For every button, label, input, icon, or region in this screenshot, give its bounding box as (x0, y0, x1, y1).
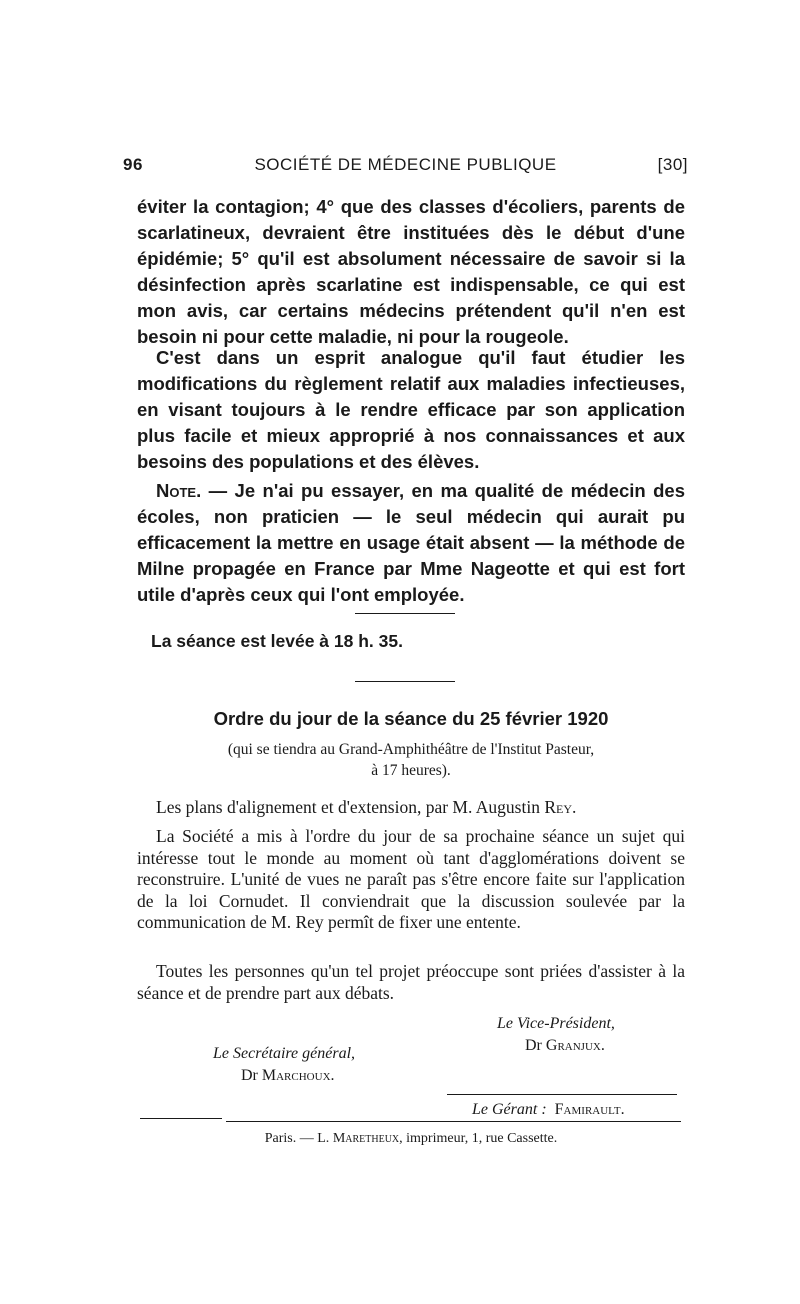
note-text: — Je n'ai pu essayer, en ma qualité de médecin des écoles, non praticien — le seul médecin qui aurait pu efficacement la mettre en usage était absent — la méthode de Milne propagée en France par Mme Nageotte et qui est fort utile d'après ceux qui l'ont employée. (137, 480, 685, 605)
agenda-title: Ordre du jour de la séance du 25 février 1920 (213, 708, 609, 729)
paragraph-note (137, 478, 685, 608)
agenda-subtitle (137, 739, 685, 781)
manager-name: Famirault. (554, 1101, 625, 1118)
vice-president-name: Granjux. (545, 1037, 605, 1054)
session-closing: La séance est levée à 18 h. 35. (151, 631, 403, 651)
agenda-subtitle-line1: (qui se tiendra au Grand-Amphithéâtre de l'Institut Pasteur, (227, 741, 595, 758)
secretary-title: Le Secrétaire général, (213, 1045, 356, 1062)
section-mark: [30] (657, 155, 688, 174)
manager-rule (447, 1094, 677, 1095)
separator-rule-2 (355, 681, 455, 682)
secretary-name: Marchoux. (261, 1067, 335, 1084)
paragraph-reglement: C'est dans un esprit analogue qu'il faut étudier les modifications du règlement relatif aux maladies infectieuses, en visant toujours à le rendre efficace par son application plus facile et mieux approprié à nos connaissances et aux besoins des populations et des élèves. (137, 347, 685, 472)
separator-rule (355, 613, 455, 614)
printer-text-after: , imprimeur, 1, rue Cassette. (399, 1131, 558, 1146)
agenda-item-author: Rey. (544, 797, 577, 817)
journal-title: SOCIÉTÉ DE MÉDECINE PUBLIQUE (254, 155, 557, 174)
secretary-prefix: Dr (241, 1067, 262, 1084)
secretary-signature (213, 1043, 355, 1087)
manager-signature (472, 1099, 625, 1121)
paragraph-society: La Société a mis à l'ordre du jour de sa prochaine séance un sujet qui intéresse tout le monde au moment où tant d'agglomérations doivent se reconstruire. L'unité de vues ne paraît pas s'être encore faite sur l'application de la loi Cornudet. Il conviendrait que la discussion soulevée par la communication de M. Rey permît de fixer une entente. (137, 826, 685, 932)
manager-label: Le Gérant : (472, 1101, 547, 1118)
footer-rule-right (226, 1121, 681, 1122)
paragraph-contagion: éviter la contagion; 4° que des classes d'écoliers, parents de scarlatineux, devraient être instituées dès le début d'une épidémie; 5° qu'il est absolument nécessaire de savoir si la désinfection après scarlatine est indispensable, ce qui est mon avis, car certains médecins prétendent qu'il n'en est besoin ni pour cette maladie, ni pour la rougeole. (137, 196, 685, 347)
agenda-item-text: Les plans d'alignement et d'extension, par M. Augustin (156, 797, 545, 817)
agenda-item (137, 797, 685, 819)
paragraph-invitation: Toutes les personnes qu'un tel projet préoccupe sont priées d'assister à la séance et de prendre part aux débats. (137, 961, 685, 1003)
printer-name: Maretheux (332, 1131, 400, 1146)
note-label: Note. (156, 480, 202, 501)
running-header (123, 155, 688, 181)
footer-rule-left (140, 1118, 222, 1119)
page-number: 96 (123, 155, 143, 174)
vice-president-title: Le Vice-Président, (497, 1015, 615, 1032)
vice-president-signature (497, 1013, 615, 1057)
printer-text-before: Paris. — L. (264, 1131, 333, 1146)
agenda-subtitle-line2: à 17 heures). (371, 762, 451, 779)
vice-president-prefix: Dr (525, 1037, 546, 1054)
printer-credit (137, 1131, 685, 1147)
